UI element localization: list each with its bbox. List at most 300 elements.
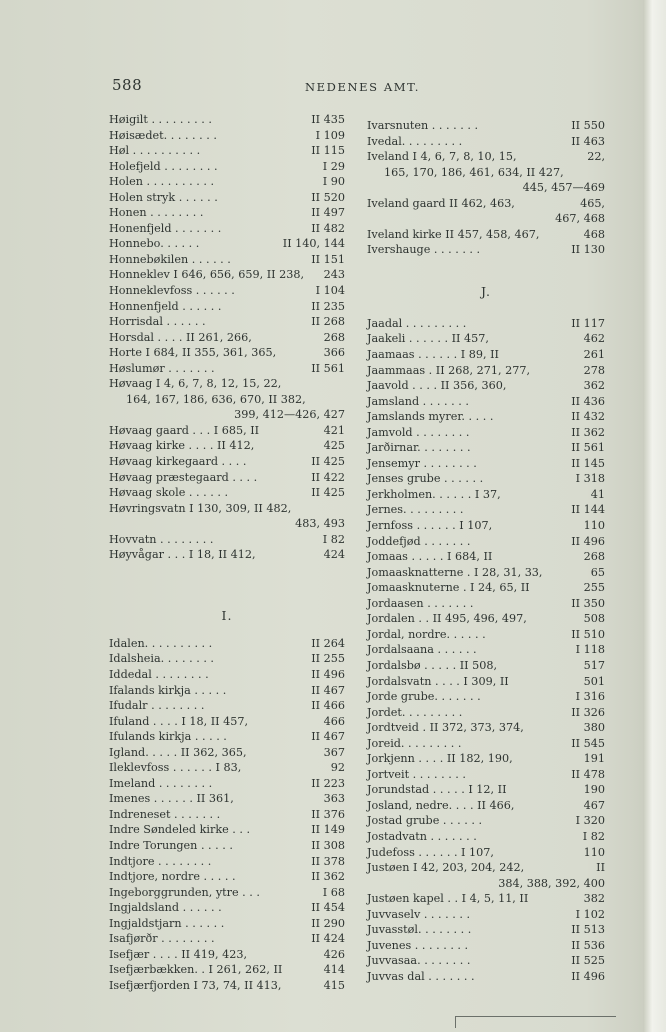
- bottom-rule: [456, 1016, 616, 1017]
- entry-ref: II 268: [311, 315, 345, 329]
- entry-term: Honnebøkilen . . . . . .: [109, 252, 231, 266]
- index-entry: [109, 532, 345, 548]
- index-entry: [109, 683, 345, 699]
- index-entry: [109, 485, 345, 501]
- entry-ref: 268: [323, 330, 345, 344]
- entry-term: Høvaag præstegaard . . . .: [109, 470, 258, 484]
- entry-ref: 255: [583, 581, 605, 595]
- index-entry: [367, 705, 605, 721]
- index-entry: [367, 642, 605, 658]
- entry-term: Jaamaas . . . . . . I 89, II: [367, 348, 499, 362]
- entry-ref: 190: [583, 783, 605, 797]
- entry-ref: II 362: [571, 425, 605, 439]
- left-index-column: [109, 112, 345, 993]
- entry-term: Jordalsaana . . . . . .: [367, 643, 477, 657]
- entry-ref: II 264: [311, 636, 345, 650]
- index-entry: [367, 565, 605, 581]
- index-entry: [109, 667, 345, 683]
- entry-term: Ingjaldstjarn . . . . . .: [109, 916, 225, 930]
- index-entry: [109, 962, 345, 978]
- entry-term: Honneklev I 646, 656, 659, II 238,: [109, 268, 305, 282]
- entry-term: Jorundstad . . . . . I 12, II: [367, 783, 507, 797]
- entry-ref: II 497: [311, 206, 345, 220]
- entry-term: Jamsland . . . . . . .: [367, 394, 469, 408]
- entry-term: Horrisdal . . . . . .: [109, 315, 206, 329]
- entry-term: Ifudalr . . . . . . . .: [109, 699, 205, 713]
- index-entry: [109, 361, 345, 377]
- entry-ref: II 466: [311, 699, 345, 713]
- entry-ref: I 318: [575, 472, 605, 486]
- entry-ref: II 536: [571, 938, 605, 952]
- index-entry: [367, 331, 605, 347]
- index-entry: [109, 174, 345, 190]
- index-entry: [367, 347, 605, 363]
- index-list-h-end: [109, 532, 345, 563]
- index-entry: [367, 860, 605, 876]
- entry-ref: II 467: [311, 730, 345, 744]
- entry-ref: 508: [583, 612, 605, 626]
- index-entry: [109, 636, 345, 652]
- entry-term: Jordalsvatn . . . . I 309, II: [367, 674, 509, 688]
- index-entry: [367, 518, 605, 534]
- entry-ref: II: [596, 861, 605, 875]
- entry-term: Imeland . . . . . . . .: [109, 776, 213, 790]
- index-entry: [109, 947, 345, 963]
- index-entry: [109, 314, 345, 330]
- index-entry: [367, 456, 605, 472]
- entry-term: Isefjær . . . . II 419, 423,: [109, 947, 248, 961]
- entry-term: Ivedal. . . . . . . . .: [367, 134, 463, 148]
- entry-term: Juvvasaa. . . . . . . .: [367, 954, 471, 968]
- entry-ref: II 545: [571, 736, 605, 750]
- entry-ref: I 104: [315, 284, 345, 298]
- entry-term: Høigilt . . . . . . . . .: [109, 113, 212, 126]
- entry-ref: II 425: [311, 486, 345, 500]
- entry-term: Horsdal . . . . II 261, 266,: [109, 330, 252, 344]
- index-entry: [109, 252, 345, 268]
- index-entry: [109, 330, 345, 346]
- bottom-rule-tick: [455, 1016, 456, 1028]
- entry-ref: II 478: [571, 767, 605, 781]
- entry-term: Idalen. . . . . . . . . .: [109, 636, 213, 650]
- entry-ref: II 432: [571, 410, 605, 424]
- entry-term: Høyvågar . . . I 18, II 412,: [109, 548, 256, 562]
- entry-term: Ivarsnuten . . . . . . .: [367, 119, 479, 132]
- entry-ref: 243: [323, 268, 345, 282]
- entry-term: Jordalsbø . . . . . II 508,: [367, 658, 498, 672]
- index-entry: [109, 190, 345, 206]
- index-entry: [109, 128, 345, 144]
- entry-term: Jomaasknuterne . I 24, 65, II: [367, 581, 530, 595]
- running-title: NEDENES AMT.: [305, 80, 420, 94]
- entry-term: Høslumør . . . . . . .: [109, 361, 215, 375]
- index-entry: [109, 900, 345, 916]
- entry-ref: II 362: [311, 870, 345, 884]
- entry-ref: II 510: [571, 627, 605, 641]
- entry-term: Iveland I 4, 6, 7, 8, 10, 15,: [367, 150, 517, 164]
- index-entry: [367, 720, 605, 736]
- entry-term: Holen stryk . . . . . .: [109, 190, 218, 204]
- index-entry: [109, 885, 345, 901]
- entry-ref: II 235: [311, 299, 345, 313]
- entry-term: Ifulands kirkja . . . . .: [109, 730, 227, 744]
- entry-ref: II 425: [311, 455, 345, 469]
- entry-ref: 426: [323, 947, 345, 961]
- index-entry: [367, 487, 605, 503]
- index-entry: [109, 698, 345, 714]
- continuation-line: 467, 468: [555, 212, 605, 226]
- index-entry: [367, 425, 605, 441]
- index-entry: [367, 611, 605, 627]
- entry-ref: II 496: [311, 667, 345, 681]
- entry-ref: 362: [583, 379, 605, 393]
- entry-term: Jordtveid . II 372, 373, 374,: [367, 721, 524, 735]
- entry-term: Imenes . . . . . . II 361,: [109, 792, 234, 806]
- entry-ref: II 350: [571, 596, 605, 610]
- entry-ref: 424: [323, 548, 345, 562]
- entry-ref: II 520: [311, 190, 345, 204]
- entry-ref: II 115: [311, 144, 345, 158]
- entry-term: Iveland kirke II 457, 458, 467,: [367, 227, 540, 241]
- index-entry: [367, 658, 605, 674]
- entry-term: Idalsheia. . . . . . . .: [109, 652, 214, 666]
- entry-term: Juvasstøl. . . . . . . .: [367, 923, 472, 937]
- entry-ref: 110: [583, 519, 605, 533]
- entry-ref: II 463: [571, 134, 605, 148]
- entry-term: Judefoss . . . . . . I 107,: [367, 845, 494, 859]
- entry-term: Høisædet. . . . . . . .: [109, 128, 217, 142]
- entry-term: Indre Torungen . . . . .: [109, 838, 233, 852]
- index-entry: [109, 916, 345, 932]
- entry-ref: 65: [590, 565, 605, 579]
- entry-term: Jostadvatn . . . . . . .: [367, 829, 477, 843]
- entry-term: Ingeborggrunden, ytre . . .: [109, 885, 260, 899]
- entry-ref: 92: [330, 761, 345, 775]
- entry-ref: I 102: [575, 907, 605, 921]
- entry-ref: II 255: [311, 652, 345, 666]
- entry-ref: II 550: [571, 119, 605, 132]
- entry-ref: I 82: [582, 829, 605, 843]
- index-entry: [367, 118, 605, 134]
- entry-ref: II 290: [311, 916, 345, 930]
- entry-term: Honnebo. . . . . .: [109, 237, 200, 251]
- index-entry: [109, 112, 345, 128]
- index-entry: [109, 159, 345, 175]
- entry-term: Jamslands myrer. . . . .: [367, 410, 494, 424]
- continuation-line: 165, 170, 186, 461, 634, II 427,: [384, 165, 564, 179]
- entry-ref: 110: [583, 845, 605, 859]
- entry-term: Jomaasknatterne . I 28, 31, 33,: [367, 565, 543, 579]
- entry-ref: I 90: [322, 175, 345, 189]
- entry-ref: 367: [323, 745, 345, 759]
- entry-ref: II 424: [311, 932, 345, 946]
- index-entry: [109, 438, 345, 454]
- index-entry: [109, 345, 345, 361]
- entry-term: Høvaag I 4, 6, 7, 8, 12, 15, 22,: [109, 377, 282, 391]
- entry-term: Holefjeld . . . . . . . .: [109, 159, 218, 173]
- index-entry: [109, 760, 345, 776]
- entry-ref: II 117: [571, 316, 605, 330]
- entry-term: Honenfjeld . . . . . . .: [109, 221, 222, 235]
- index-entry: [109, 236, 345, 252]
- entry-term: Jarðirnar. . . . . . . .: [367, 441, 471, 455]
- entry-term: Jordal, nordre. . . . . .: [367, 627, 486, 641]
- entry-ref: 466: [323, 714, 345, 728]
- right-index-column: [367, 118, 605, 984]
- entry-ref: I 316: [575, 690, 605, 704]
- index-entry: [367, 829, 605, 845]
- index-entry: [367, 953, 605, 969]
- entry-term: Honneklevfoss . . . . . .: [109, 284, 235, 298]
- entry-term: Josland, nedre. . . . II 466,: [367, 798, 515, 812]
- entry-term: Høvaag skole . . . . . .: [109, 486, 228, 500]
- entry-term: Jernes. . . . . . . . .: [367, 503, 464, 517]
- index-entry: [367, 813, 605, 829]
- index-entry: [367, 316, 605, 332]
- index-entry: [109, 791, 345, 807]
- entry-ref: 382: [583, 892, 605, 906]
- section-letter-i: I.: [221, 607, 233, 623]
- entry-ref: II 378: [311, 854, 345, 868]
- entry-ref: 414: [323, 963, 345, 977]
- entry-term: Justøen I 42, 203, 204, 242,: [367, 861, 525, 875]
- index-entry: [367, 751, 605, 767]
- index-entry: [367, 394, 605, 410]
- index-entry: [367, 736, 605, 752]
- entry-ref: II 525: [571, 954, 605, 968]
- entry-term: Indreneset . . . . . . .: [109, 807, 221, 821]
- entry-term: Jordalen . . II 495, 496, 497,: [367, 612, 527, 626]
- entry-term: Høvringsvatn I 130, 309, II 482,: [109, 501, 292, 515]
- entry-term: Jenses grube . . . . . .: [367, 472, 484, 486]
- entry-term: Jorkjenn . . . . II 182, 190,: [367, 752, 513, 766]
- entry-term: Jerkholmen. . . . . . I 37,: [367, 487, 501, 501]
- entry-term: Indtjore, nordre . . . . .: [109, 870, 236, 884]
- index-entry: [367, 767, 605, 783]
- index-entry: [367, 149, 605, 165]
- index-entry: [109, 854, 345, 870]
- entry-ref: II 145: [571, 456, 605, 470]
- index-entry: [367, 969, 605, 985]
- entry-ref: 421: [323, 423, 345, 437]
- index-entry: [109, 143, 345, 159]
- index-entry: [367, 689, 605, 705]
- entry-ref: 278: [583, 363, 605, 377]
- continuation-line: 164, 167, 186, 636, 670, II 382,: [126, 392, 306, 406]
- entry-term: Høvaag kirke . . . . II 412,: [109, 439, 255, 453]
- index-entry: [367, 922, 605, 938]
- entry-ref: II 223: [311, 776, 345, 790]
- entry-ref: II 151: [311, 252, 345, 266]
- entry-term: Isafjørðr . . . . . . . .: [109, 932, 215, 946]
- entry-ref: II 422: [311, 470, 345, 484]
- entry-ref: 517: [583, 658, 605, 672]
- index-list-j: [367, 316, 605, 876]
- entry-ref: 191: [583, 752, 605, 766]
- entry-term: Jortveit . . . . . . . .: [367, 767, 466, 781]
- index-entry: [367, 440, 605, 456]
- index-entry: [367, 596, 605, 612]
- entry-ref: I 82: [322, 532, 345, 546]
- index-entry: [367, 471, 605, 487]
- entry-term: Ingjaldsland . . . . . .: [109, 901, 222, 915]
- index-entry: [109, 838, 345, 854]
- entry-term: Igland. . . . . II 362, 365,: [109, 745, 247, 759]
- index-entry: [367, 798, 605, 814]
- entry-ref: II 376: [311, 807, 345, 821]
- index-entry: [109, 299, 345, 315]
- entry-term: Høvaag gaard . . . I 685, II: [109, 423, 260, 437]
- continuation-line: 445, 457—469: [522, 181, 605, 195]
- entry-ref: 22,: [587, 150, 605, 164]
- entry-ref: 462: [583, 332, 605, 346]
- index-entry: [109, 822, 345, 838]
- index-entry: [367, 907, 605, 923]
- index-entry: [367, 196, 605, 212]
- entry-term: Ileklevfoss . . . . . . I 83,: [109, 761, 242, 775]
- index-entry: [367, 134, 605, 150]
- index-entry: [109, 869, 345, 885]
- entry-ref: II 130: [571, 243, 605, 257]
- entry-ref: I 118: [575, 643, 605, 657]
- index-entry: [367, 502, 605, 518]
- entry-ref: 268: [583, 550, 605, 564]
- index-list-h-cont: [109, 423, 345, 516]
- index-entry: [109, 651, 345, 667]
- entry-term: Indre Søndeled kirke . . .: [109, 823, 251, 837]
- entry-ref: II 561: [571, 441, 605, 455]
- entry-ref: 415: [323, 978, 345, 992]
- index-list-i: [109, 636, 345, 994]
- entry-ref: II 149: [311, 823, 345, 837]
- index-entry: [367, 627, 605, 643]
- entry-ref: II 435: [311, 113, 345, 126]
- index-entry: [109, 267, 345, 283]
- entry-ref: 468: [583, 227, 605, 241]
- entry-ref: II 144: [571, 503, 605, 517]
- index-entry: [109, 205, 345, 221]
- entry-ref: 366: [323, 346, 345, 360]
- entry-term: Jorde grube. . . . . . .: [367, 690, 481, 704]
- entry-term: Justøen kapel . . I 4, 5, 11, II: [367, 892, 529, 906]
- index-list-i-end: [367, 227, 605, 258]
- entry-term: Horte I 684, II 355, 361, 365,: [109, 346, 277, 360]
- entry-ref: I 109: [315, 128, 345, 142]
- index-entry: [367, 549, 605, 565]
- entry-ref: II 436: [571, 394, 605, 408]
- entry-ref: 465,: [580, 196, 605, 210]
- entry-term: Indtjore . . . . . . . .: [109, 854, 212, 868]
- entry-ref: II 482: [311, 221, 345, 235]
- index-entry: [367, 938, 605, 954]
- index-entry: [109, 547, 345, 563]
- entry-term: Jaammaas . II 268, 271, 277,: [367, 363, 531, 377]
- index-entry: [109, 283, 345, 299]
- entry-term: Iveland gaard II 462, 463,: [367, 196, 515, 210]
- entry-term: Jensemyr . . . . . . . .: [367, 456, 477, 470]
- entry-ref: 425: [323, 439, 345, 453]
- entry-term: Juvenes . . . . . . . .: [367, 938, 469, 952]
- index-entry: [109, 729, 345, 745]
- index-entry: [109, 454, 345, 470]
- entry-term: Jernfoss . . . . . . I 107,: [367, 519, 493, 533]
- entry-term: Jostad grube . . . . . .: [367, 814, 483, 828]
- entry-ref: II 454: [311, 901, 345, 915]
- entry-term: Ifuland . . . . I 18, II 457,: [109, 714, 249, 728]
- index-entry: [109, 501, 345, 517]
- entry-term: Jaadal . . . . . . . . .: [367, 316, 467, 330]
- entry-term: Iddedal . . . . . . . .: [109, 667, 209, 681]
- entry-term: Isefjærfjorden I 73, 74, II 413,: [109, 978, 282, 992]
- entry-term: Jaavold . . . . II 356, 360,: [367, 379, 507, 393]
- index-entry: [367, 242, 605, 258]
- entry-ref: 261: [583, 348, 605, 362]
- entry-ref: 380: [583, 721, 605, 735]
- entry-term: Isefjærbækken. . I 261, 262, II: [109, 963, 283, 977]
- index-entry: [367, 845, 605, 861]
- index-entry: [109, 807, 345, 823]
- entry-ref: 467: [583, 798, 605, 812]
- index-entry: [367, 363, 605, 379]
- entry-term: Jomaas . . . . . I 684, II: [367, 550, 493, 564]
- entry-term: Honnenfjeld . . . . . .: [109, 299, 222, 313]
- entry-ref: II 561: [311, 361, 345, 375]
- entry-ref: 41: [590, 487, 605, 501]
- entry-ref: II 496: [571, 969, 605, 983]
- entry-term: Jordaasen . . . . . . .: [367, 596, 474, 610]
- index-entry: [109, 714, 345, 730]
- entry-term: Honen . . . . . . . .: [109, 206, 204, 220]
- entry-term: Holen . . . . . . . . . .: [109, 175, 215, 189]
- entry-ref: II 467: [311, 683, 345, 697]
- entry-term: Hovvatn . . . . . . . .: [109, 532, 214, 546]
- entry-term: Høl . . . . . . . . . .: [109, 144, 201, 158]
- entry-term: Jamvold . . . . . . . .: [367, 425, 470, 439]
- entry-term: Høvaag kirkegaard . . . .: [109, 455, 247, 469]
- index-entry: [367, 378, 605, 394]
- book-gutter: [643, 0, 666, 1032]
- entry-ref: II 308: [311, 838, 345, 852]
- continuation-line: 384, 388, 392, 400: [498, 876, 605, 890]
- entry-term: Ivershauge . . . . . . .: [367, 243, 481, 257]
- index-list-j-end: [367, 891, 605, 984]
- index-entry: [109, 931, 345, 947]
- entry-ref: 363: [323, 792, 345, 806]
- entry-ref: II 326: [571, 705, 605, 719]
- index-entry: [367, 891, 605, 907]
- entry-term: Ifalands kirkja . . . . .: [109, 683, 227, 697]
- continuation-line: 399, 412—426, 427: [234, 408, 345, 422]
- index-entry: [109, 221, 345, 237]
- index-entry: [109, 423, 345, 439]
- index-entry: [109, 978, 345, 994]
- entry-ref: II 496: [571, 534, 605, 548]
- entry-term: Jaakeli . . . . . . II 457,: [367, 332, 489, 346]
- index-list-i-cont: [367, 118, 605, 165]
- index-entry: [367, 782, 605, 798]
- entry-ref: I 320: [575, 814, 605, 828]
- page-number: 588: [112, 76, 143, 94]
- entry-term: Juvvas dal . . . . . . .: [367, 969, 475, 983]
- index-entry: [367, 534, 605, 550]
- index-entry: [367, 227, 605, 243]
- entry-ref: 501: [583, 674, 605, 688]
- index-entry: [109, 745, 345, 761]
- index-entry: [109, 776, 345, 792]
- index-entry: [367, 674, 605, 690]
- section-letter-j: J.: [480, 283, 491, 299]
- entry-ref: I 29: [322, 159, 345, 173]
